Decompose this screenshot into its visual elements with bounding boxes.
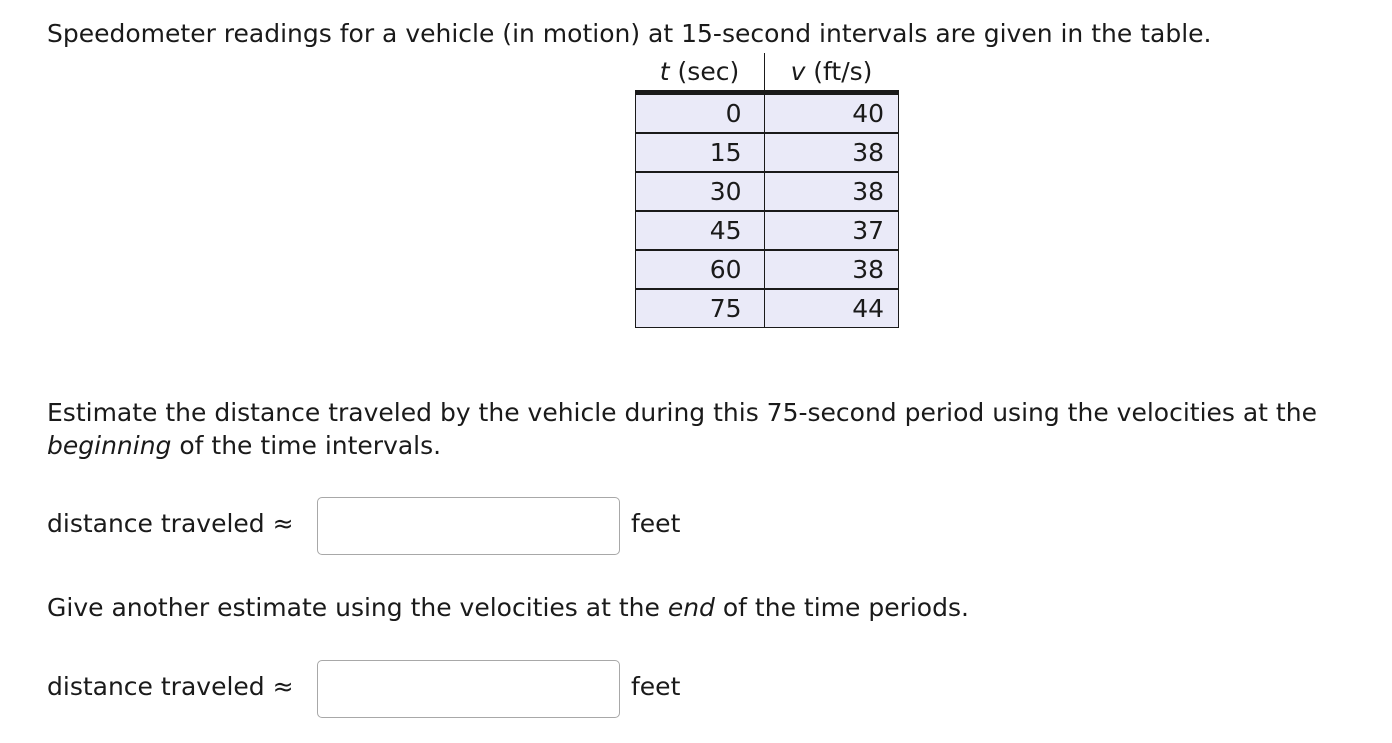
header-time-unit: (sec) [669, 57, 740, 86]
cell-velocity: 38 [764, 172, 899, 211]
speedometer-table [635, 53, 899, 328]
table-header-row [636, 53, 899, 93]
distance-label: distance traveled ≈ [47, 509, 294, 538]
cell-velocity: 37 [764, 211, 899, 250]
question1-text-before: Estimate the distance traveled by the vehicle during this 75-second period using the velocities at the [47, 398, 1317, 427]
table-row [636, 133, 899, 172]
header-time-var: t [659, 57, 670, 86]
cell-velocity: 44 [764, 289, 899, 328]
cell-time: 0 [636, 93, 765, 134]
cell-time: 60 [636, 250, 765, 289]
distance-label: distance traveled ≈ [47, 672, 294, 701]
question2-text-after: of the time periods. [714, 593, 969, 622]
table-row [636, 93, 899, 134]
question1-emphasis: beginning [47, 431, 172, 460]
question-beginning-estimate [47, 396, 1367, 462]
cell-velocity: 38 [764, 133, 899, 172]
table-row [636, 289, 899, 328]
unit-label: feet [631, 672, 681, 701]
question2-text-before: Give another estimate using the velocities at the [47, 593, 668, 622]
table-row [636, 211, 899, 250]
header-velocity [764, 53, 899, 93]
question2-emphasis: end [667, 593, 715, 622]
table-row [636, 172, 899, 211]
table-row [636, 250, 899, 289]
header-velocity-var: v [790, 57, 806, 86]
distance-end-input[interactable] [317, 660, 620, 718]
question1-text-after: of the time intervals. [171, 431, 442, 460]
header-velocity-unit: (ft/s) [805, 57, 873, 86]
cell-time: 75 [636, 289, 765, 328]
unit-label: feet [631, 509, 681, 538]
problem-intro: Speedometer readings for a vehicle (in motion) at 15-second intervals are given in the table. [47, 19, 1212, 48]
cell-time: 15 [636, 133, 765, 172]
distance-beginning-input[interactable] [317, 497, 620, 555]
cell-time: 30 [636, 172, 765, 211]
header-time [636, 53, 765, 93]
question-end-estimate [47, 591, 1367, 624]
cell-time: 45 [636, 211, 765, 250]
cell-velocity: 38 [764, 250, 899, 289]
cell-velocity: 40 [764, 93, 899, 134]
